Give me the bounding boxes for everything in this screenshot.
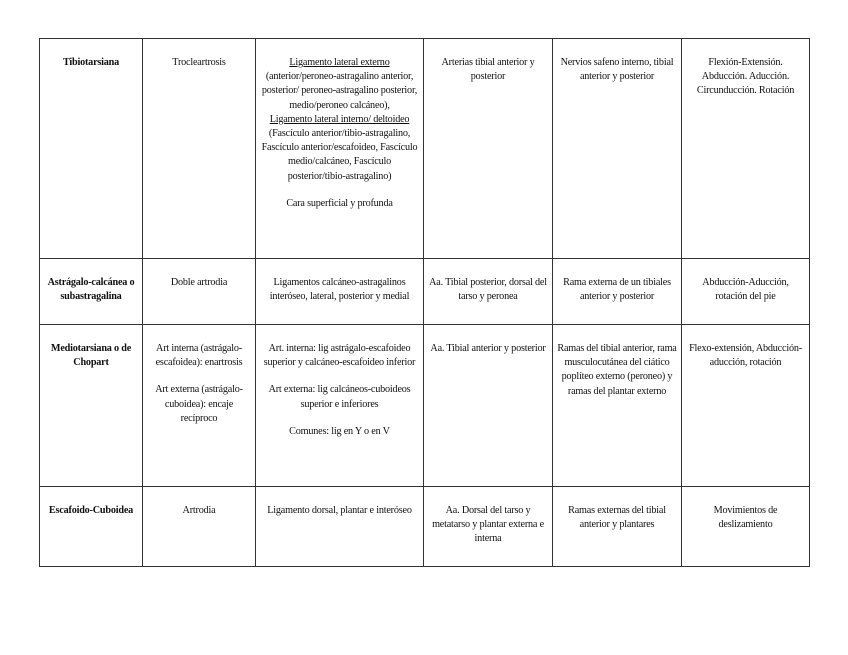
nerves-cell: Ramas externas del tibial anterior y plantares (553, 487, 682, 567)
joint-type-external: Art externa (astrágalo-cuboidea): encaje recíproco (155, 384, 243, 424)
joint-type-cell: Trocleartrosis (143, 39, 256, 259)
joint-type-cell (143, 325, 256, 487)
spacer (260, 370, 419, 383)
spacer (147, 370, 251, 383)
joint-name-cell: Escafoido-Cuboidea (40, 487, 143, 567)
ligaments-cell: Ligamentos calcáneo-astragalinos interóseo, lateral, posterior y medial (256, 259, 424, 325)
ligaments-cell (256, 325, 424, 487)
movements-cell: Flexión-Extensión. Abducción. Aducción. Circunducción. Rotación (682, 39, 810, 259)
ligament-medial-title: Ligamento lateral interno/ deltoideo (269, 113, 410, 125)
ligaments-cell (256, 39, 424, 259)
joint-type-cell: Artrodia (143, 487, 256, 567)
arteries-cell: Arterias tibial anterior y posterior (424, 39, 553, 259)
ligament-internal: Art. interna: lig astrágalo-escafoideo superior y calcáneo-escafoideo inferior (263, 343, 416, 369)
joint-type-internal: Art interna (astrágalo-escafoidea): enartrosis (155, 343, 243, 369)
ligament-medial-body: (Fascículo anterior/tibio-astragalino, Fascículo anterior/escafoideo, Fascículo medio/calcáneo, Fascículo posterior/tibio-astragalino) (261, 128, 418, 182)
ligament-lateral-title: Ligamento lateral externo (289, 57, 390, 68)
table-row (40, 325, 810, 487)
arteries-cell: Aa. Tibial anterior y posterior (424, 325, 553, 487)
anatomy-table (39, 38, 810, 567)
movements-cell: Flexo-extensión, Abducción-aducción, rotación (682, 325, 810, 487)
movements-cell: Abducción-Aducción, rotación del pie (682, 259, 810, 325)
nerves-cell: Rama externa de un tibiales anterior y posterior (553, 259, 682, 325)
ligament-lateral-body: (anterior/peroneo-astragalino anterior, posterior/ peroneo-astragalino posterior, medio/peroneo calcáneo), (261, 71, 418, 111)
joint-type-cell: Doble artrodia (143, 259, 256, 325)
table-row (40, 487, 810, 567)
arteries-cell: Aa. Dorsal del tarso y metatarso y plantar externa e interna (424, 487, 553, 567)
ligament-note: Cara superficial y profunda (286, 197, 393, 209)
table-row (40, 259, 810, 325)
ligament-external: Art externa: lig calcáneos-cuboideos superior e inferiores (268, 384, 411, 410)
joint-name-cell: Astrágalo-calcánea o subastragalina (40, 259, 143, 325)
table-row (40, 39, 810, 259)
spacer (260, 184, 419, 197)
joint-name-cell: Mediotarsiana o de Chopart (40, 325, 143, 487)
movements-cell: Movimientos de deslizamiento (682, 487, 810, 567)
joint-name-cell: Tibiotarsiana (40, 39, 143, 259)
nerves-cell: Ramas del tibial anterior, rama musculocutánea del ciático poplíteo externo (peroneo) y ramas del plantar externo (553, 325, 682, 487)
ligament-common: Comunes: lig en Y o en V (289, 425, 390, 437)
nerves-cell: Nervios safeno interno, tibial anterior y posterior (553, 39, 682, 259)
arteries-cell: Aa. Tibial posterior, dorsal del tarso y peronea (424, 259, 553, 325)
ligaments-cell: Ligamento dorsal, plantar e interóseo (256, 487, 424, 567)
spacer (260, 412, 419, 425)
